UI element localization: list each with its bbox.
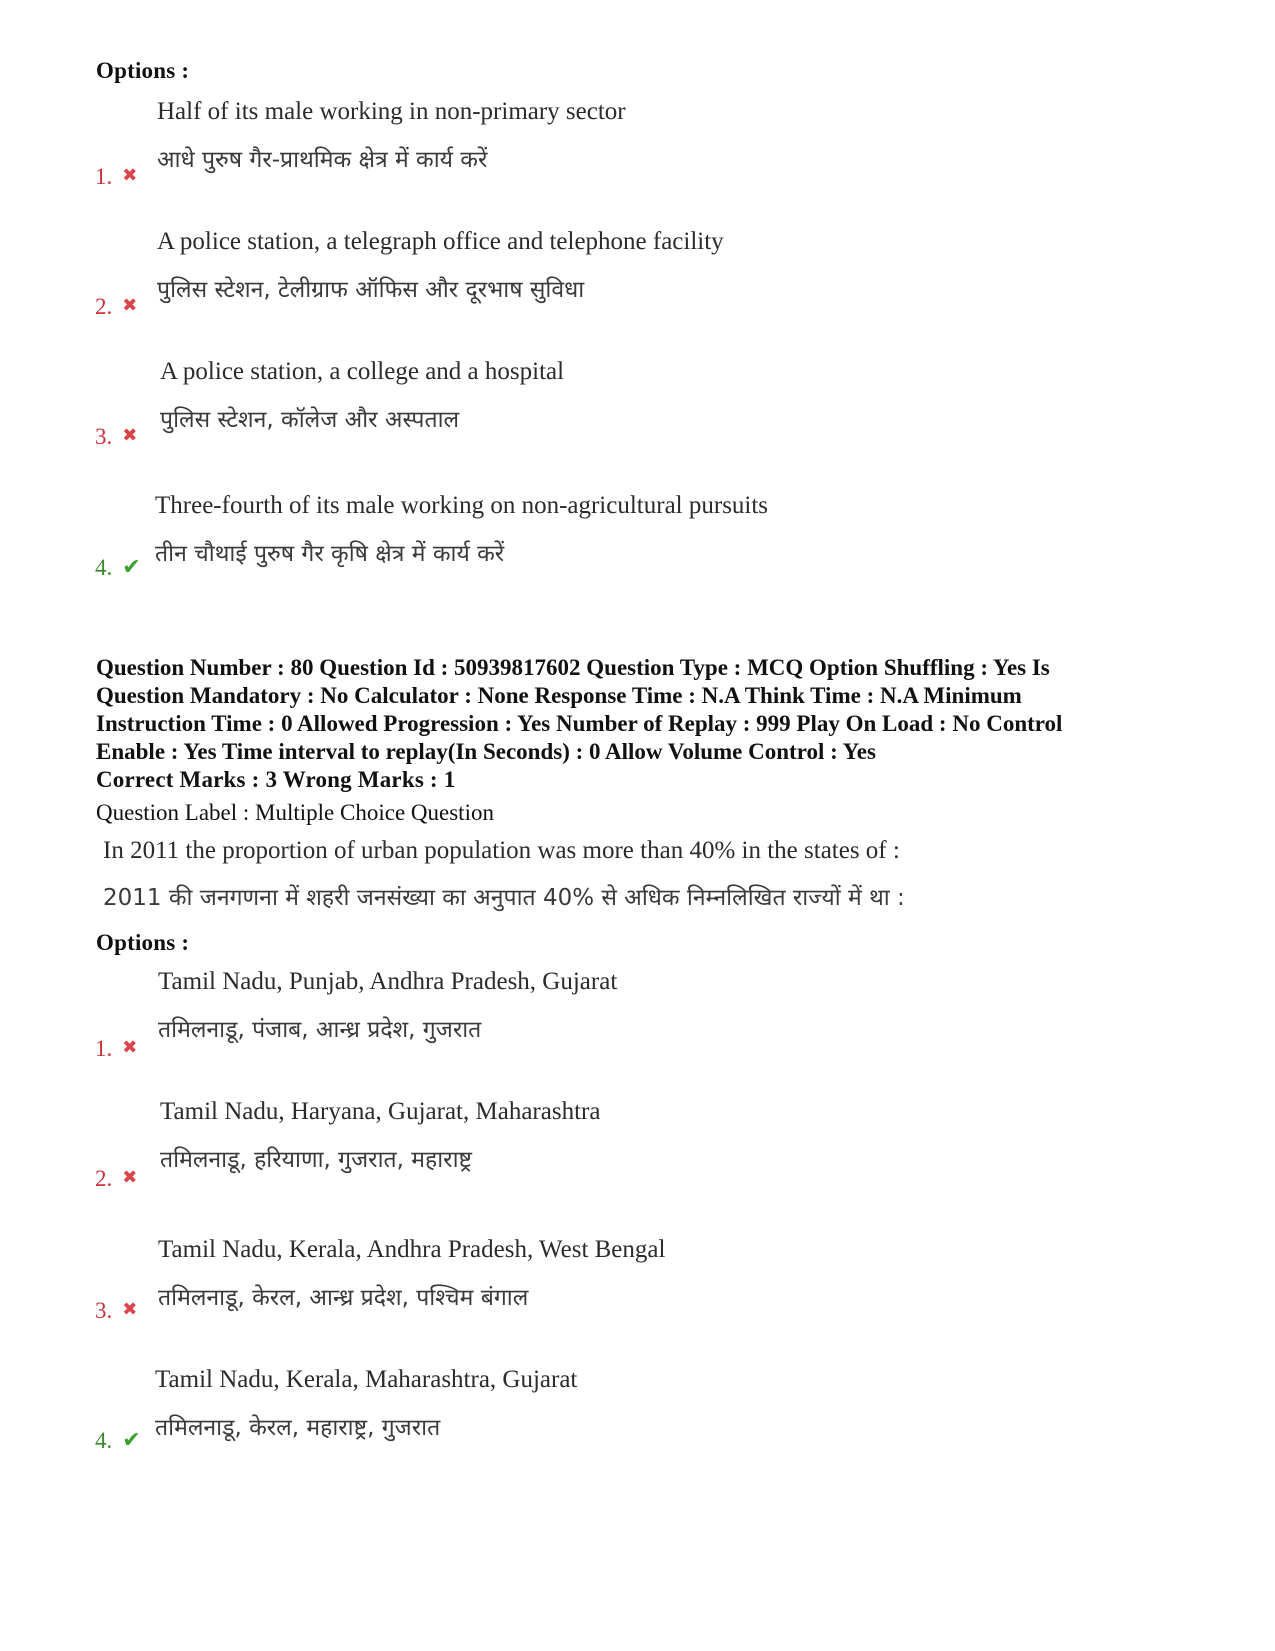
option-text-en: Three-fourth of its male working on non-agricultural pursuits: [155, 492, 769, 519]
meta-line: Question Mandatory : No Calculator : None Response Time : N.A Think Time : N.A Minimum: [96, 683, 1022, 708]
option-text-hi: तमिलनाडू, पंजाब, आन्ध्र प्रदेश, गुजरात: [158, 1017, 482, 1043]
cross-icon: ✖: [122, 295, 138, 316]
option-number: 1. ✖: [95, 164, 138, 189]
check-icon: ✔: [122, 555, 141, 580]
option-text-hi: आधे पुरुष गैर-प्राथमिक क्षेत्र में कार्य करें: [157, 147, 488, 173]
option-number: 3. ✖: [95, 1298, 138, 1323]
cross-icon: ✖: [122, 1299, 138, 1320]
option-text-en: Tamil Nadu, Punjab, Andhra Pradesh, Gujarat: [158, 968, 618, 995]
question-text-en: In 2011 the proportion of urban population was more than 40% in the states of :: [103, 837, 900, 864]
option-text-hi: तमिलनाडू, हरियाणा, गुजरात, महाराष्ट्र: [160, 1147, 472, 1173]
option-number: 2. ✖: [95, 294, 138, 319]
options-heading: Options :: [96, 58, 190, 83]
cross-icon: ✖: [122, 165, 138, 186]
option-number: 4. ✔: [95, 1428, 141, 1453]
question-label: Question Label : Multiple Choice Question: [96, 800, 494, 825]
cross-icon: ✖: [122, 1167, 138, 1188]
meta-line: Enable : Yes Time interval to replay(In Seconds) : 0 Allow Volume Control : Yes: [96, 739, 876, 764]
options-heading: Options :: [96, 930, 190, 955]
cross-icon: ✖: [122, 425, 138, 446]
option-text-en: Half of its male working in non-primary sector: [157, 98, 626, 125]
question-text-hi: 2011 की जनगणना में शहरी जनसंख्या का अनुपात 40% से अधिक निम्नलिखित राज्यों में था :: [103, 885, 905, 911]
check-icon: ✔: [122, 1428, 141, 1453]
option-text-en: Tamil Nadu, Kerala, Andhra Pradesh, West Bengal: [158, 1236, 666, 1263]
option-number: 1. ✖: [95, 1036, 138, 1061]
option-text-hi: तीन चौथाई पुरुष गैर कृषि क्षेत्र में कार्य करें: [155, 541, 505, 567]
marks-line: Correct Marks : 3 Wrong Marks : 1: [96, 767, 456, 792]
option-text-en: A police station, a college and a hospital: [160, 358, 565, 385]
meta-line: Instruction Time : 0 Allowed Progression : Yes Number of Replay : 999 Play On Load : No Control: [96, 711, 1063, 736]
option-text-hi: पुलिस स्टेशन, टेलीग्राफ ऑफिस और दूरभाष सुविधा: [157, 277, 585, 303]
option-number: 4. ✔: [95, 555, 141, 580]
question-meta: [96, 654, 1206, 766]
option-text-hi: पुलिस स्टेशन, कॉलेज और अस्पताल: [160, 407, 460, 433]
option-text-hi: तमिलनाडू, केरल, आन्ध्र प्रदेश, पश्चिम बंगाल: [158, 1285, 529, 1311]
option-text-en: Tamil Nadu, Haryana, Gujarat, Maharashtra: [160, 1098, 601, 1125]
option-text-hi: तमिलनाडू, केरल, महाराष्ट्र, गुजरात: [155, 1415, 441, 1441]
option-number: 2. ✖: [95, 1166, 138, 1191]
cross-icon: ✖: [122, 1037, 138, 1058]
option-text-en: A police station, a telegraph office and telephone facility: [157, 228, 724, 255]
option-text-en: Tamil Nadu, Kerala, Maharashtra, Gujarat: [155, 1366, 578, 1393]
meta-line: Question Number : 80 Question Id : 50939817602 Question Type : MCQ Option Shuffling : Yes Is: [96, 655, 1050, 680]
option-number: 3. ✖: [95, 424, 138, 449]
